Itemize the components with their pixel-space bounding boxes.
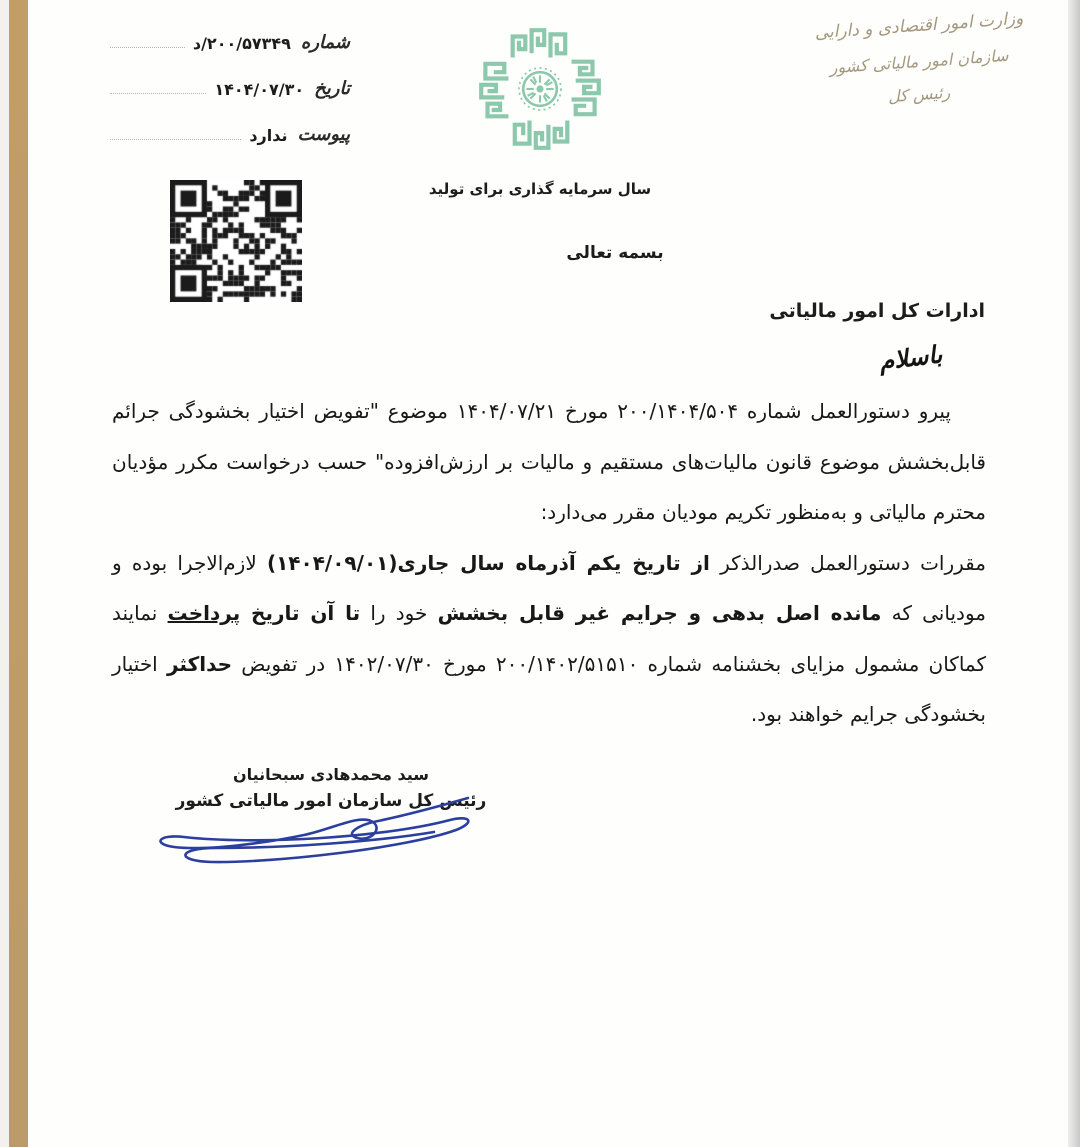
attachment-label: پیوست	[297, 124, 350, 145]
date-label: تاریخ	[314, 78, 350, 99]
meta-row-attachment	[110, 124, 350, 145]
photo-right-edge	[1068, 0, 1080, 1147]
meta-row-number	[110, 32, 350, 53]
photo-left-table-edge	[9, 0, 28, 1147]
signer-title: رئیس کل سازمان امور مالیاتی کشور	[175, 791, 487, 811]
salutation-handwriting: باسلام	[877, 340, 944, 376]
besmellah-text: بسمه تعالی	[566, 243, 664, 263]
paragraph-regulation-terms: مقررات دستورالعمل صدرالذکر از تاریخ یکم آذرماه سال جاری(۱۴۰۴/۰۹/۰۱) لازم‌الاجرا بوده و مودیانی که مانده اصل بدهی و جرایم غیر قابل بخشش خود را تا آن تاریخ پرداخت نمایند کماکان مشمول مزایای بخشنامه شماره ۲۰۰/۱۴۰۲/۵۱۵۱۰ مورخ ۱۴۰۲/۰۷/۳۰ در تفویض حداکثر اختیار بخشودگی جرایم خواهند بود.	[112, 550, 986, 726]
photo-left-margin	[0, 0, 9, 1147]
number-value: ۲۰۰/۵۷۳۴۹/د	[192, 34, 291, 53]
qr-code	[170, 180, 302, 302]
attachment-ruled-line	[110, 139, 241, 140]
letter-meta	[110, 32, 350, 170]
meta-row-date	[110, 78, 350, 99]
slogan-year-of-investment: سال سرمایه گذاری برای تولید	[428, 180, 652, 198]
date-ruled-line	[110, 93, 206, 94]
director-general-line: رئیس کل	[887, 82, 951, 107]
ministry-line: وزارت امور اقتصادی و دارایی	[814, 8, 1024, 44]
date-value: ۱۴۰۴/۰۷/۳۰	[214, 80, 305, 99]
number-ruled-line	[110, 47, 185, 48]
paragraph-directive-reference: پیرو دستورالعمل شماره ۲۰۰/۱۴۰۴/۵۰۴ مورخ ۱۴۰۴/۰۷/۲۱ موضوع "تفویض اختیار بخشودگی جرائم قابل‌بخشش موضوع قانون مالیات‌های مستقیم و مالیات بر ارزش‌افزوده" حسب درخواست مکرر مؤدیان محترم مالیاتی و به‌منظور تکریم مودیان مقرر می‌دارد:	[112, 399, 986, 524]
handwritten-signature	[134, 776, 482, 876]
recipient-heading: ادارات کل امور مالیاتی	[769, 300, 985, 322]
signer-name: سید محمدهادی سبحانیان	[232, 765, 430, 784]
attachment-value: ندارد	[249, 126, 288, 145]
ministry-calligraphy	[784, 8, 1054, 107]
letter-body	[112, 386, 986, 740]
organization-line: سازمان امور مالیاتی کشور	[828, 45, 1010, 78]
number-label: شماره	[300, 32, 350, 53]
tax-administration-emblem-icon	[477, 26, 603, 152]
